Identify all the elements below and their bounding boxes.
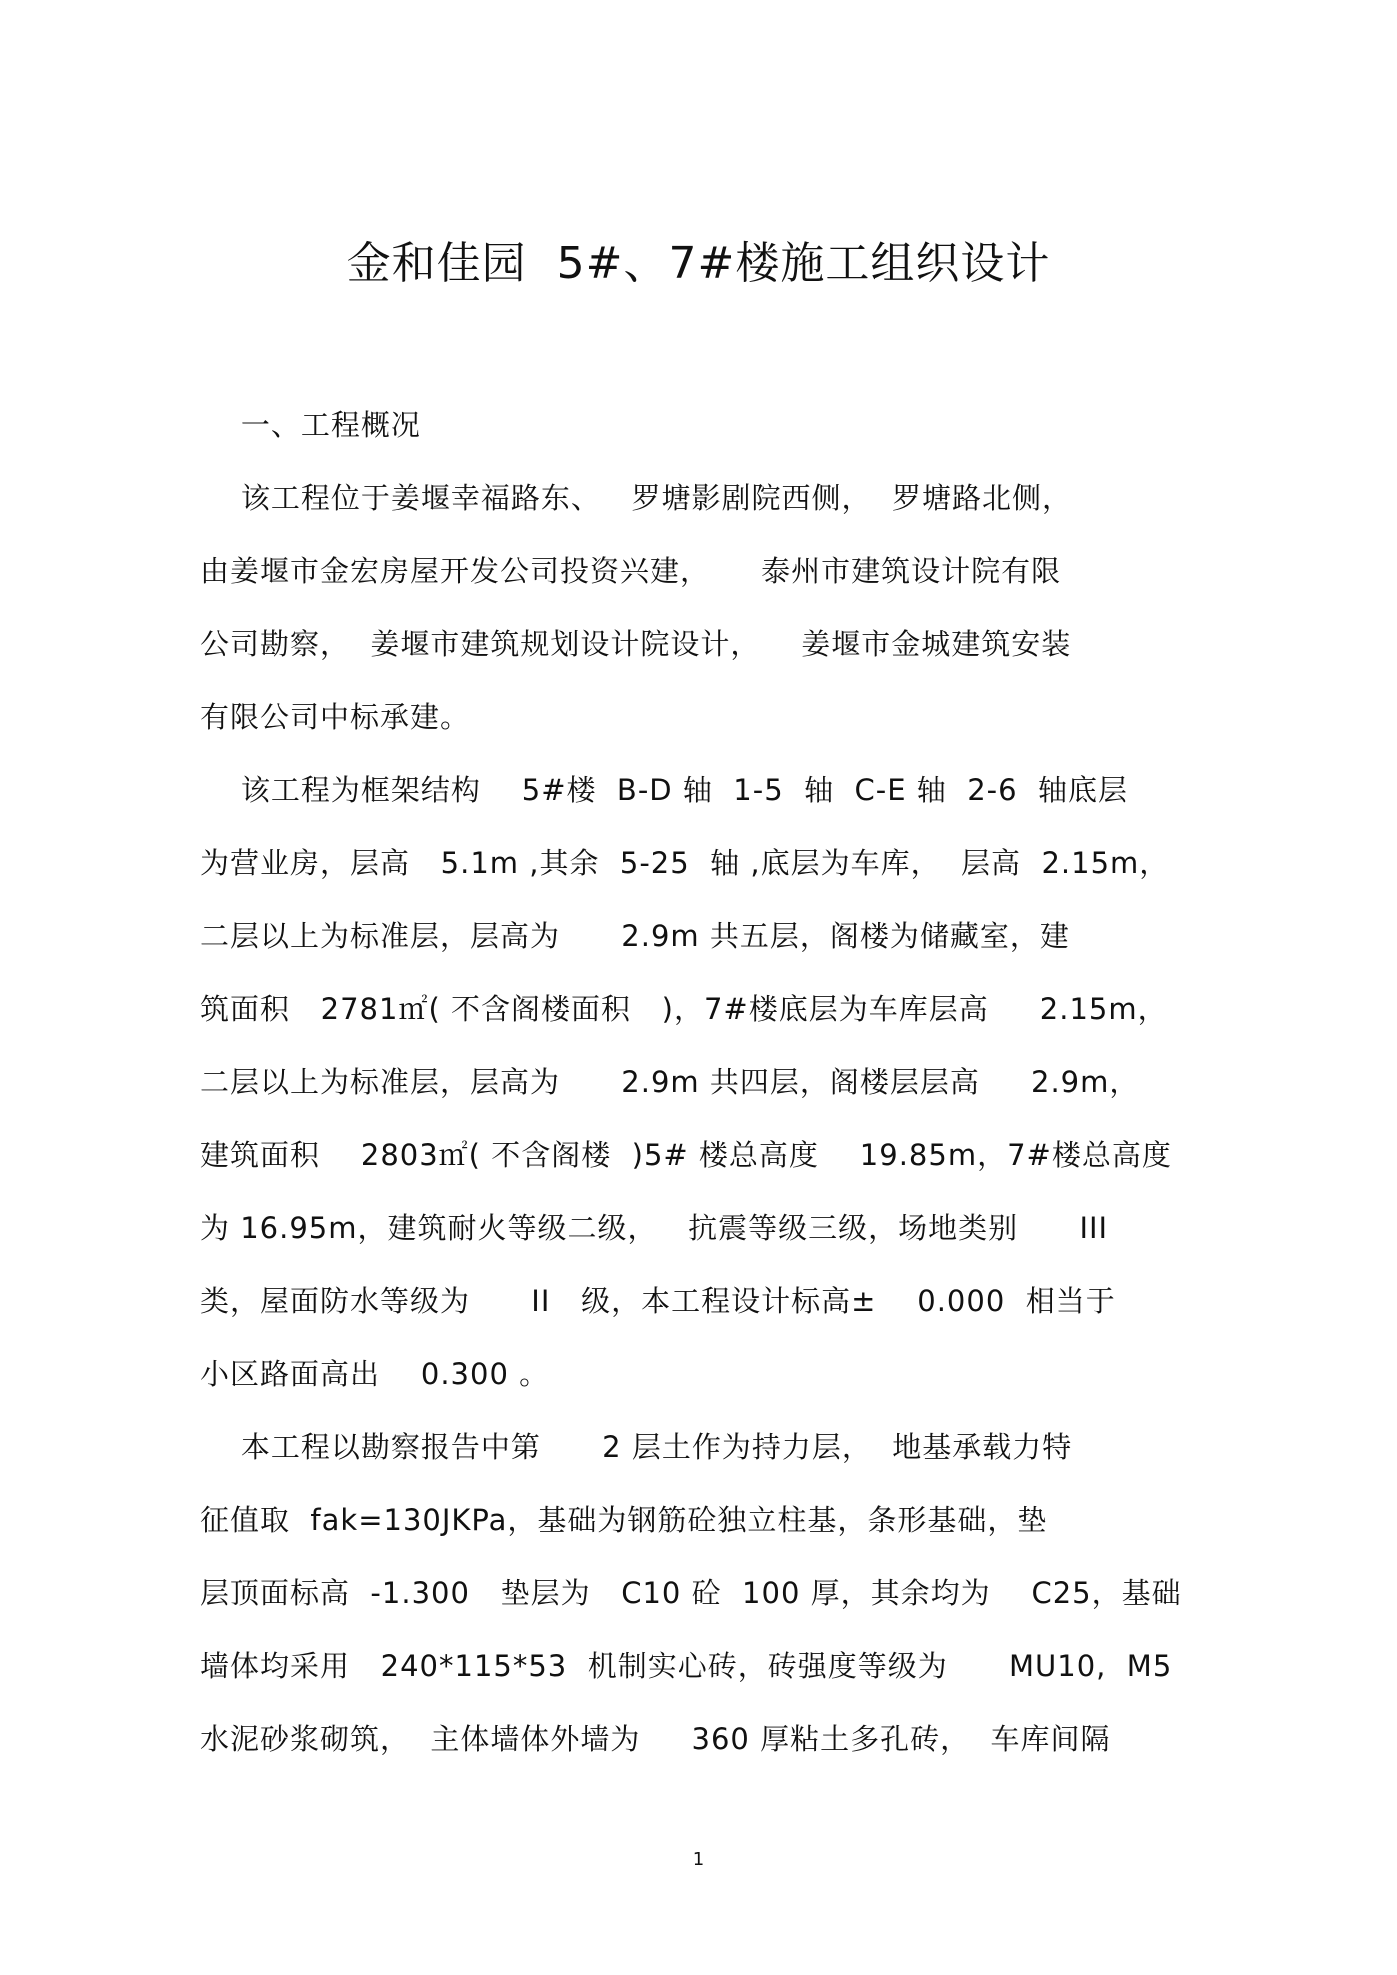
text-line-7: 为营业房，层高 5.1m ,其余 5-25 轴 ,底层为车库， 层高 2.15m， [200, 846, 1170, 880]
text-line-6: 该工程为框架结构 5#楼 B-D 轴 1-5 轴 C-E 轴 2-6 轴底层 [200, 773, 1129, 807]
text-line-1: 一、工程概况 [200, 408, 421, 442]
text-line-19: 水泥砂浆砌筑， 主体墙体外墙为 360 厚粘土多孔砖， 车库间隔 [200, 1722, 1111, 1756]
text-line-15: 本工程以勘察报告中第 2 层土作为持力层， 地基承载力特 [200, 1430, 1073, 1464]
text-line-3: 由姜堰市金宏房屋开发公司投资兴建， 泰州市建筑设计院有限 [200, 554, 1062, 588]
page-number: 1 [692, 1849, 705, 1870]
text-line-17: 层顶面标高 -1.300 垫层为 C10 砼 100 厚，其余均为 C25，基础 [200, 1576, 1182, 1610]
text-line-9: 筑面积 2781㎡( 不含阁楼面积 )，7#楼底层为车库层高 2.15m， [200, 992, 1168, 1026]
document-title: 金和佳园 5#、7#楼施工组织设计 [346, 238, 1051, 289]
text-line-4: 公司勘察， 姜堰市建筑规划设计院设计， 姜堰市金城建筑安装 [200, 627, 1072, 661]
text-line-12: 为 16.95m，建筑耐火等级二级， 抗震等级三级，场地类别 III [200, 1211, 1109, 1245]
text-line-8: 二层以上为标准层，层高为 2.9m 共五层，阁楼为储藏室，建 [200, 919, 1070, 953]
text-line-10: 二层以上为标准层，层高为 2.9m 共四层，阁楼层层高 2.9m， [200, 1065, 1140, 1099]
text-line-18: 墙体均采用 240*115*53 机制实心砖，砖强度等级为 MU10, M5 [200, 1649, 1173, 1683]
text-line-16: 征值取 fak=130JKPa，基础为钢筋砼独立柱基，条形基础，垫 [200, 1503, 1048, 1537]
text-line-2: 该工程位于姜堰幸福路东、 罗塘影剧院西侧， 罗塘路北侧， [200, 481, 1072, 515]
text-line-11: 建筑面积 2803㎡( 不含阁楼 )5# 楼总高度 19.85m，7#楼总高度 [200, 1138, 1172, 1172]
text-line-13: 类，屋面防水等级为 II 级，本工程设计标高± 0.000 相当于 [200, 1284, 1116, 1318]
text-line-14: 小区路面高出 0.300 。 [200, 1357, 550, 1391]
text-line-5: 有限公司中标承建。 [200, 700, 471, 734]
